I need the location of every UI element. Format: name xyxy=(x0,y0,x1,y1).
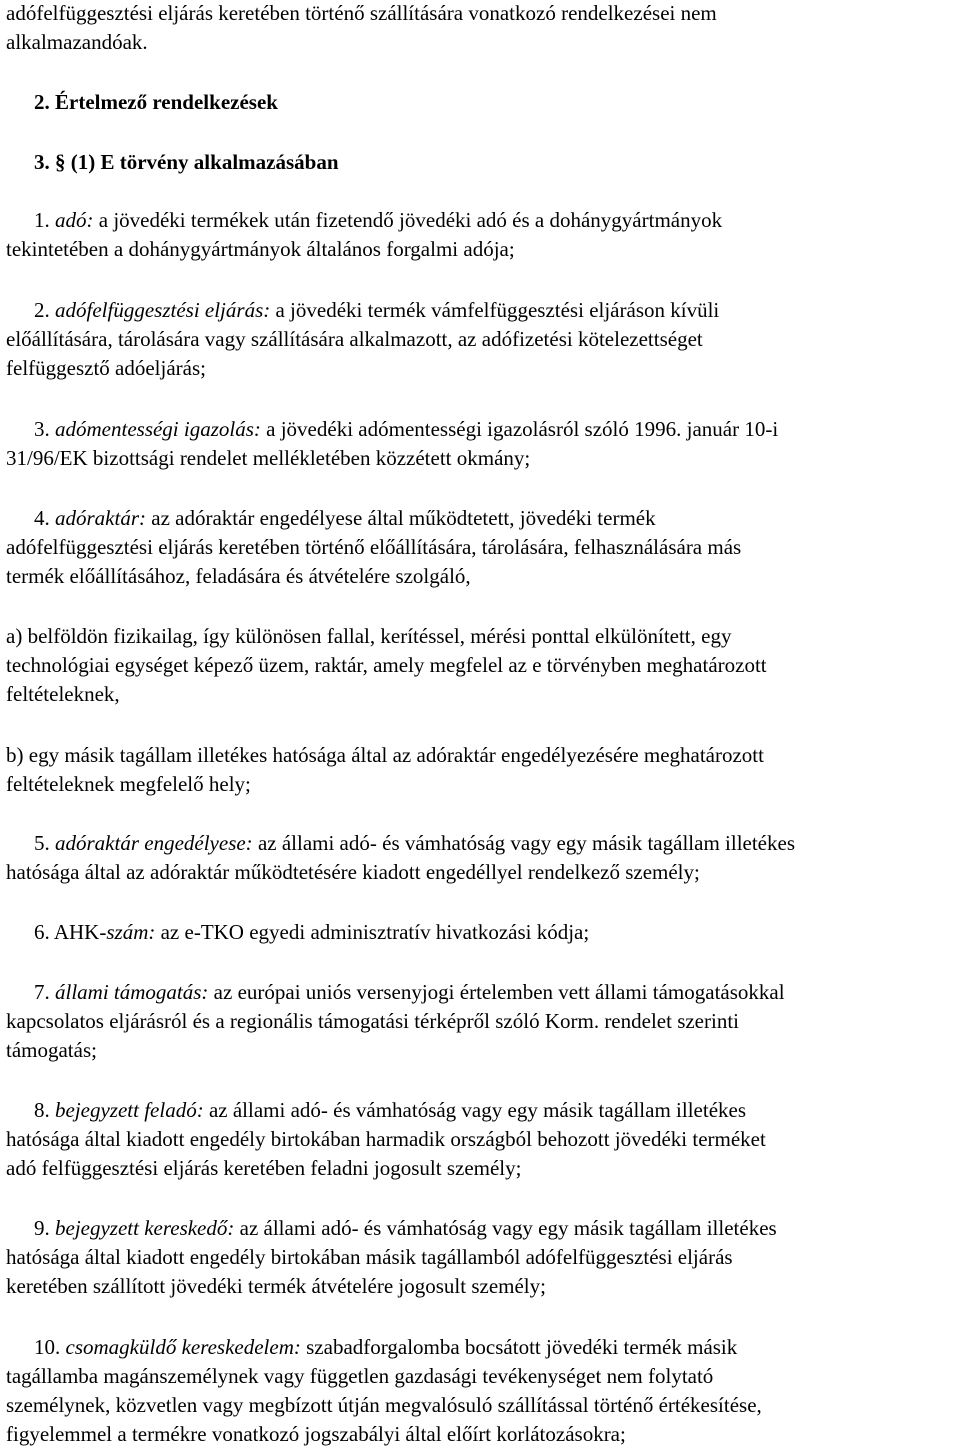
definition-text: az adóraktár engedélyese által működtetett, jövedéki termék xyxy=(146,506,656,530)
definition-number: 4. xyxy=(34,506,55,530)
definition-term: állami támogatás: xyxy=(55,980,209,1004)
text-line: adó felfüggesztési eljárás keretében feladni jogosult személy; xyxy=(6,1156,522,1180)
definition-first-line xyxy=(6,918,589,947)
definition-term: adómentességi igazolás: xyxy=(55,417,261,441)
definition-number: 6. AHK- xyxy=(34,920,107,944)
definition-number: 9. xyxy=(34,1216,55,1240)
text-line: feltételeknek, xyxy=(6,682,120,706)
definition-text: az európai uniós versenyjogi értelemben vett állami támogatásokkal xyxy=(208,980,785,1004)
definition-number: 3. xyxy=(34,417,55,441)
definition-10 xyxy=(6,1333,762,1449)
definition-term: bejegyzett kereskedő: xyxy=(55,1216,235,1240)
text-line: támogatás; xyxy=(6,1038,97,1062)
definition-first-line xyxy=(6,829,795,858)
definition-6 xyxy=(6,918,589,947)
text-line: termék előállításához, feladására és átvételére szolgáló, xyxy=(6,564,471,588)
text-line: tagállamba magánszemélynek vagy független gazdasági tevékenységet nem folytató xyxy=(6,1364,714,1388)
text-line: adófelfüggesztési eljárás keretében történő szállítására vonatkozó rendelkezései nem xyxy=(6,1,717,25)
definition-text: szabadforgalomba bocsátott jövedéki termék másik xyxy=(300,1335,738,1359)
definition-text: az állami adó- és vámhatóság vagy egy másik tagállam illetékes xyxy=(252,831,795,855)
definition-first-line xyxy=(6,504,741,533)
definition-number: 8. xyxy=(34,1098,55,1122)
definition-text: az állami adó- és vámhatóság vagy egy másik tagállam illetékes xyxy=(203,1098,747,1122)
definition-text: az e-TKO egyedi adminisztratív hivatkozási kódja; xyxy=(155,920,590,944)
text-line: figyelemmel a termékre vonatkozó jogszabályi által előírt korlátozásokra; xyxy=(6,1422,626,1446)
definition-first-line xyxy=(6,1096,766,1125)
definition-8 xyxy=(6,1096,766,1183)
definition-first-line xyxy=(6,1214,777,1243)
definition-term: adóraktár: xyxy=(55,506,146,530)
definition-term: szám: xyxy=(106,920,156,944)
definition-text: a jövedéki termékek után fizetendő jövedéki adó és a dohánygyártmányok xyxy=(93,208,723,232)
text-line: 31/96/EK bizottsági rendelet mellékletében közzétett okmány; xyxy=(6,446,531,470)
definition-5 xyxy=(6,829,795,887)
definition-term: adófelfüggesztési eljárás: xyxy=(55,298,271,322)
definition-term: bejegyzett feladó: xyxy=(55,1098,204,1122)
definition-first-line xyxy=(6,415,778,444)
text-line: előállítására, tárolására vagy szállítására alkalmazott, az adófizetési kötelezettséget xyxy=(6,327,703,351)
subpoint-a xyxy=(6,622,767,709)
definition-3 xyxy=(6,415,778,473)
definition-number: 7. xyxy=(34,980,55,1004)
definition-text: az állami adó- és vámhatóság vagy egy másik tagállam illetékes xyxy=(234,1216,777,1240)
paragraph-heading: 3. § (1) E törvény alkalmazásában xyxy=(34,150,339,174)
text-line: alkalmazandóak. xyxy=(6,30,148,54)
text-line: hatósága által az adóraktár működtetésére kiadott engedéllyel rendelkező személy; xyxy=(6,860,700,884)
text-line: kapcsolatos eljárásról és a regionális támogatási térképről szóló Korm. rendelet szerinti xyxy=(6,1009,740,1033)
text-line: felfüggesztő adóeljárás; xyxy=(6,356,206,380)
subpoint-b xyxy=(6,741,764,799)
definition-number: 5. xyxy=(34,831,55,855)
definition-number: 1. xyxy=(34,208,55,232)
definition-number: 2. xyxy=(34,298,55,322)
definition-7 xyxy=(6,978,785,1065)
definition-4 xyxy=(6,504,741,591)
definition-first-line xyxy=(6,1333,762,1362)
text-line: hatósága által kiadott engedély birtokában másik tagállamból adófelfüggesztési eljárás xyxy=(6,1245,733,1269)
definition-text: a jövedéki termék vámfelfüggesztési eljáráson kívüli xyxy=(270,298,720,322)
text-line: személynek, közvetlen vagy megbízott útján megvalósuló szállítással történő értékesítése, xyxy=(6,1393,762,1417)
definition-9 xyxy=(6,1214,777,1301)
text-line: a) belföldön fizikailag, így különösen fallal, kerítéssel, mérési ponttal elkülönített, egy xyxy=(6,624,732,648)
text-line: b) egy másik tagállam illetékes hatósága által az adóraktár engedélyezésére meghatározott xyxy=(6,743,764,767)
definition-term: adó: xyxy=(55,208,94,232)
definition-first-line xyxy=(6,978,785,1007)
section-heading: 2. Értelmező rendelkezések xyxy=(34,90,278,114)
definition-text: a jövedéki adómentességi igazolásról szóló 1996. január 10-i xyxy=(260,417,779,441)
text-line: hatósága által kiadott engedély birtokában harmadik országból behozott jövedéki terméket xyxy=(6,1127,766,1151)
definition-term: csomagküldő kereskedelem: xyxy=(65,1335,301,1359)
text-line: keretében szállított jövedéki termék átvételére jogosult személy; xyxy=(6,1274,546,1298)
text-line: technológiai egységet képező üzem, raktár, amely megfelel az e törvényben meghatározott xyxy=(6,653,767,677)
definition-2 xyxy=(6,296,719,383)
intro-paragraph xyxy=(6,0,717,57)
text-line: tekintetében a dohánygyártmányok általános forgalmi adója; xyxy=(6,237,515,261)
definition-term: adóraktár engedélyese: xyxy=(55,831,253,855)
text-line: feltételeknek megfelelő hely; xyxy=(6,772,251,796)
definition-first-line xyxy=(6,206,722,235)
definition-number: 10. xyxy=(34,1335,66,1359)
definition-1 xyxy=(6,206,722,264)
definition-first-line xyxy=(6,296,719,325)
text-line: adófelfüggesztési eljárás keretében történő előállítására, tárolására, felhasználására más xyxy=(6,535,742,559)
